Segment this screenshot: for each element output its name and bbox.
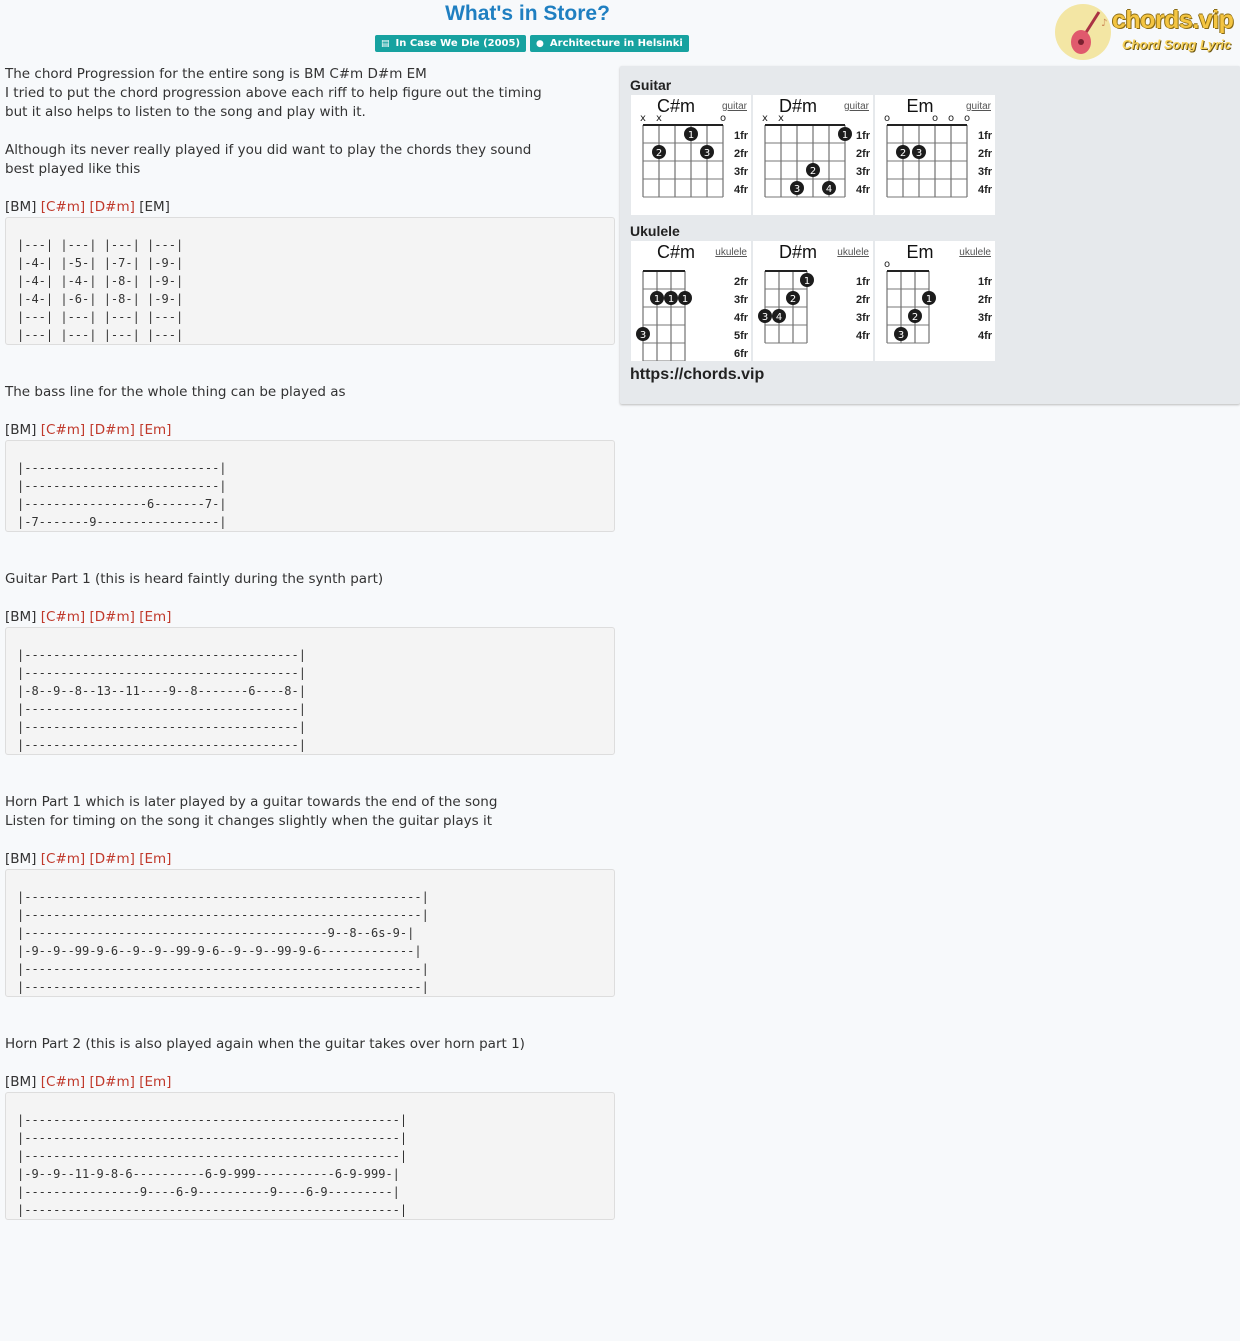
chord-name[interactable]: [Em] <box>139 1074 172 1090</box>
fret-label: 3fr <box>734 294 749 306</box>
fret-label: 3fr <box>856 166 871 178</box>
album-badge[interactable] <box>375 35 526 52</box>
page-title: What's in Store? <box>445 2 610 25</box>
finger-number: 1 <box>803 276 811 287</box>
chord-name: [BM] <box>5 422 37 438</box>
fret-label: 3fr <box>734 166 749 178</box>
chord-diagram-ukulele[interactable] <box>631 241 751 361</box>
intro-line: The chord Progression for the entire song is BM C#m D#m EM <box>5 66 427 82</box>
guitar-logo-icon <box>1055 4 1111 60</box>
chord-progression-line <box>5 1073 615 1092</box>
string-marker: o <box>884 259 891 270</box>
fret-label: 6fr <box>734 348 749 360</box>
finger-number: 1 <box>925 294 933 305</box>
instrument-link[interactable]: guitar <box>843 101 869 112</box>
string-marker: o <box>932 113 939 124</box>
chord-name: [BM] <box>5 851 37 867</box>
blank-line <box>5 755 615 774</box>
song-content <box>5 65 615 1220</box>
string-marker: x <box>778 113 784 124</box>
chord-name: [EM] <box>139 199 170 215</box>
logo-brand: chords.vip <box>1112 6 1234 34</box>
section-text: The bass line for the whole thing can be played as <box>5 384 346 400</box>
chord-diagram-guitar[interactable] <box>631 95 751 215</box>
song-badges <box>375 35 689 52</box>
logo-tagline: Chord Song Lyric <box>1122 37 1232 52</box>
fret-label: 4fr <box>856 330 871 342</box>
fret-label: 2fr <box>978 294 993 306</box>
finger-number: 2 <box>911 312 919 323</box>
fret-label: 1fr <box>856 276 871 288</box>
finger-number: 2 <box>789 294 797 305</box>
chord-diagram-name: Em <box>906 242 934 262</box>
chord-name[interactable]: [C#m] <box>40 199 86 215</box>
section-text: Listen for timing on the song it changes slightly when the guitar plays it <box>5 813 492 829</box>
finger-number: 3 <box>761 312 769 323</box>
fret-label: 1fr <box>856 130 871 142</box>
artist-badge[interactable] <box>530 35 689 52</box>
blank-line <box>5 402 615 421</box>
chord-progression-line <box>5 198 615 217</box>
fret-label: 5fr <box>734 330 749 342</box>
intro-line: best played like this <box>5 161 141 177</box>
chord-name[interactable]: [Em] <box>139 422 172 438</box>
tablature-block: |---| |---| |---| |---| |-4-| |-5-| |-7-| |-9-| |-4-| |-4-| |-8-| |-9-| |-4-| |-6-| |-8-| |-9-| |---| |---| |---| |---| |---| |---| |---| |---| <box>5 217 615 345</box>
guitar-section-title: Guitar <box>630 77 672 93</box>
book-icon: ▤ <box>381 38 390 49</box>
finger-number: 1 <box>687 130 695 141</box>
instrument-link[interactable]: ukulele <box>837 247 869 258</box>
finger-number: 2 <box>655 148 663 159</box>
chord-name: [BM] <box>5 199 37 215</box>
chord-diagram-ukulele[interactable] <box>753 241 873 361</box>
chord-name[interactable]: [C#m] <box>40 851 86 867</box>
ukulele-section-title: Ukulele <box>630 223 680 239</box>
finger-number: 1 <box>653 294 661 305</box>
chord-diagram-name: Em <box>906 96 934 116</box>
section-text: Horn Part 1 which is later played by a guitar towards the end of the song <box>5 794 498 810</box>
string-marker: x <box>656 113 662 124</box>
fret-label: 4fr <box>734 312 749 324</box>
blank-line <box>5 532 615 551</box>
intro-line: Although its never really played if you did want to play the chords they sound <box>5 142 532 158</box>
chord-name: [BM] <box>5 1074 37 1090</box>
instrument-link[interactable]: ukulele <box>959 247 991 258</box>
chord-name[interactable]: [C#m] <box>40 609 86 625</box>
tablature-block: |---------------------------| |---------------------------| |-----------------6-------7-| |-7-------9-----------------| <box>5 440 615 532</box>
blank-line <box>5 774 615 793</box>
fret-label: 2fr <box>734 276 749 288</box>
chord-name[interactable]: [Em] <box>139 609 172 625</box>
tablature-block: |----------------------------------------------------| |----------------------------------------------------| |----------------------------------------------------| |-9--9--11-9-8-6----------6-9-999-----------6-9-999-| |----------------9----6-9----------9----6-9---------| |----------------------------------------------------| <box>5 1092 615 1220</box>
chord-diagram-name: C#m <box>656 96 695 116</box>
instrument-link[interactable]: ukulele <box>715 247 747 258</box>
fret-label: 2fr <box>856 294 871 306</box>
chord-name: [BM] <box>5 609 37 625</box>
fret-label: 2fr <box>734 148 749 160</box>
chord-progression-line <box>5 608 615 627</box>
finger-number: 4 <box>775 312 783 323</box>
finger-number: 1 <box>841 130 849 141</box>
blank-line <box>5 1016 615 1035</box>
blank-line <box>5 831 615 850</box>
fret-label: 4fr <box>734 184 749 196</box>
finger-number: 3 <box>915 148 923 159</box>
chord-progression-line <box>5 850 615 869</box>
chord-diagram-name: D#m <box>778 96 817 116</box>
chord-diagram-ukulele[interactable] <box>875 241 995 361</box>
chord-name[interactable]: [D#m] <box>89 609 135 625</box>
chord-name[interactable]: [D#m] <box>89 1074 135 1090</box>
svg-text:♪: ♪ <box>1101 18 1108 29</box>
finger-number: 2 <box>899 148 907 159</box>
blank-line <box>5 122 615 141</box>
tablature-block: |--------------------------------------| |--------------------------------------| |-8--9--8--13--11----9--8-------6----8-| |--------------------------------------| |--------------------------------------| |--------------------------------------| <box>5 627 615 755</box>
site-url-link[interactable]: https://chords.vip <box>630 366 765 383</box>
chord-diagram-guitar[interactable] <box>875 95 995 215</box>
fret-label: 3fr <box>978 312 993 324</box>
blank-line <box>5 589 615 608</box>
user-icon: ● <box>536 38 544 49</box>
chord-name[interactable]: [C#m] <box>40 422 86 438</box>
blank-line <box>5 364 615 383</box>
string-marker: o <box>720 113 727 124</box>
finger-number: 1 <box>681 294 689 305</box>
fret-label: 4fr <box>978 330 993 342</box>
fret-label: 2fr <box>978 148 993 160</box>
finger-number: 3 <box>639 330 647 341</box>
chord-name[interactable]: [C#m] <box>40 1074 86 1090</box>
chord-diagram-name: D#m <box>778 242 817 262</box>
album-label: In Case We Die (2005) <box>395 38 521 49</box>
fret-label: 1fr <box>978 276 993 288</box>
instrument-link[interactable]: guitar <box>965 101 991 112</box>
section-text: Horn Part 2 (this is also played again when the guitar takes over horn part 1) <box>5 1036 525 1052</box>
intro-line: but it also helps to listen to the song and play with it. <box>5 104 366 120</box>
fret-label: 1fr <box>978 130 993 142</box>
blank-line <box>5 551 615 570</box>
fret-label: 3fr <box>978 166 993 178</box>
finger-number: 2 <box>809 166 817 177</box>
finger-number: 3 <box>703 148 711 159</box>
blank-line <box>5 1054 615 1073</box>
section-text: Guitar Part 1 (this is heard faintly during the synth part) <box>5 571 384 587</box>
blank-line <box>5 179 615 198</box>
intro-line: I tried to put the chord progression above each riff to help figure out the timing <box>5 85 542 101</box>
instrument-link[interactable]: guitar <box>721 101 747 112</box>
string-marker: o <box>948 113 955 124</box>
artist-label: Architecture in Helsinki <box>549 38 683 49</box>
string-marker: o <box>964 113 971 124</box>
finger-number: 3 <box>793 184 801 195</box>
fret-label: 3fr <box>856 312 871 324</box>
finger-number: 1 <box>667 294 675 305</box>
chord-diagrams-panel <box>620 66 1240 404</box>
finger-number: 4 <box>825 184 833 195</box>
blank-line <box>5 997 615 1016</box>
string-marker: x <box>762 113 768 124</box>
string-marker: o <box>884 113 891 124</box>
blank-line <box>5 345 615 364</box>
chord-name[interactable]: [D#m] <box>89 199 135 215</box>
finger-number: 3 <box>897 330 905 341</box>
chord-diagram-guitar[interactable] <box>753 95 873 215</box>
tablature-block: |-------------------------------------------------------| |-------------------------------------------------------| |------------------------------------------9--8--6s-9-| |-9--9--99-9-6--9--9--99-9-6--9--9--99-9-6-------------| |-------------------------------------------------------| |-------------------------------------------------------| <box>5 869 615 997</box>
chord-name[interactable]: [D#m] <box>89 422 135 438</box>
fret-label: 4fr <box>978 184 993 196</box>
chord-progression-line <box>5 421 615 440</box>
chord-name[interactable]: [Em] <box>139 851 172 867</box>
site-logo[interactable] <box>1054 2 1234 62</box>
fret-label: 4fr <box>856 184 871 196</box>
chord-diagram-name: C#m <box>656 242 695 262</box>
fret-label: 1fr <box>734 130 749 142</box>
string-marker: x <box>640 113 646 124</box>
chord-name[interactable]: [D#m] <box>89 851 135 867</box>
fret-label: 2fr <box>856 148 871 160</box>
